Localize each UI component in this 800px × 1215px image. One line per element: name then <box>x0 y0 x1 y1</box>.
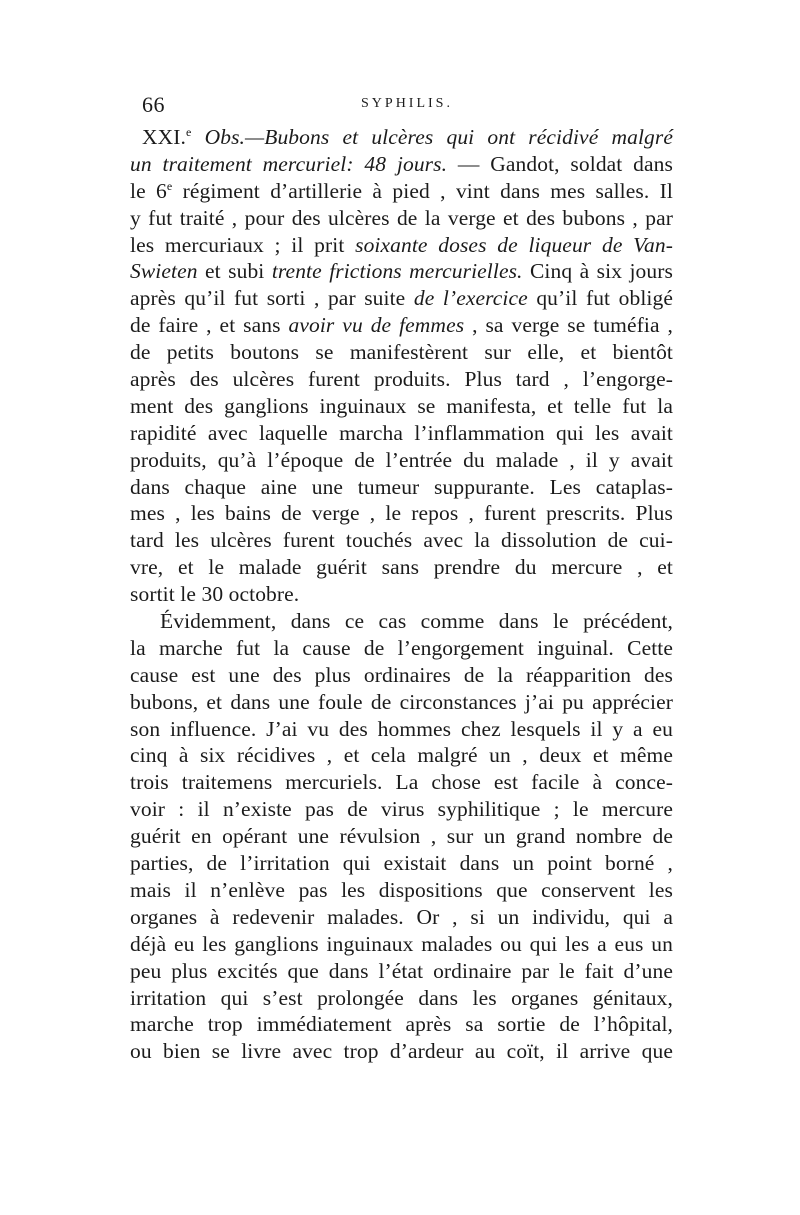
page-header <box>142 92 672 122</box>
text-line: sortit le 30 octobre. <box>130 582 300 607</box>
italic-span: avoir vu de femmes <box>288 313 465 338</box>
text-line <box>130 124 673 151</box>
text-line: Évidemment, dans ce cas comme dans le précédent, <box>160 609 673 634</box>
text-span: , sa verge se tuméfia , <box>464 313 674 338</box>
superscript: e <box>186 124 192 139</box>
text-span: de faire , et sans <box>130 313 289 338</box>
text-line: mais il n’enlève pas les dispositions que conservent les <box>130 877 673 902</box>
text-line: irritation qui s’est prolongée dans les organes génitaux, <box>130 985 673 1010</box>
text-line <box>130 285 673 312</box>
text-span: — Gandot, soldat dans <box>447 151 673 176</box>
italic-span: trente frictions mercurielles. <box>271 259 523 284</box>
text-span: les mercuriaux ; il prit <box>130 232 356 257</box>
text-line: voir : il n’existe pas de virus syphilitique ; le mercure <box>130 797 673 822</box>
text-line: bubons, et dans une foule de circonstances j’ai pu apprécier <box>130 689 673 714</box>
text-line: la marche fut la cause de l’engorgement inguinal. Cette <box>130 635 673 660</box>
text-line: déjà eu les ganglions inguinaux malades ou qui les a eus un <box>130 931 673 956</box>
text-span: le 6 <box>130 178 167 203</box>
text-span: et subi <box>197 259 272 284</box>
text-line: produits, qu’à l’époque de l’entrée du malade , il y avait <box>130 447 673 472</box>
italic-span: Swieten <box>130 259 198 284</box>
text-line: trois traitemens mercuriels. La chose est facile à conce- <box>130 770 673 795</box>
text-span: Cinq à six jours <box>522 259 673 284</box>
text-span: après qu’il fut sorti , par suite <box>130 286 414 311</box>
text-line: peu plus excités que dans l’état ordinaire par le fait d’une <box>130 958 673 983</box>
text-line <box>130 178 673 205</box>
text-line: tard les ulcères furent touchés avec la dissolution de cui- <box>130 528 673 553</box>
text-line: guérit en opérant une révulsion , sur un grand nombre de <box>130 824 673 849</box>
text-line: vre, et le malade guérit sans prendre du mercure , et <box>130 555 673 580</box>
text-line: organes à redevenir malades. Or , si un individu, qui a <box>130 904 673 929</box>
italic-span: de l’exercice <box>413 286 528 311</box>
superscript: e <box>166 178 173 193</box>
text-line: après des ulcères furent produits. Plus tard , l’engorge- <box>130 367 673 392</box>
text-line: ou bien se livre avec trop d’ardeur au coït, il arrive que <box>130 1039 673 1064</box>
text-line <box>130 258 673 285</box>
text-line: dans chaque aine une tumeur suppurante. Les cataplas- <box>130 474 673 499</box>
observation-number: XXI. <box>142 125 186 149</box>
text-line: y fut traité , pour des ulcères de la verge et des bubons , par <box>130 205 673 230</box>
observation-title-cont: un traitement mercuriel: 48 jours. <box>130 151 448 176</box>
text-line: parties, de l’irritation qui existait dans un point borné , <box>130 851 673 876</box>
text-line: de petits boutons se manifestèrent sur elle, et bientôt <box>130 340 673 365</box>
text-span: régiment d’artillerie à pied , vint dans mes salles. Il <box>172 178 673 203</box>
page-number: 66 <box>142 92 165 117</box>
text-line: marche trop immédiatement après sa sortie de l’hôpital, <box>130 1012 673 1037</box>
running-title: SYPHILIS. <box>361 96 453 111</box>
text-line <box>130 151 673 178</box>
text-line: mes , les bains de verge , le repos , furent prescrits. Plus <box>130 501 673 526</box>
text-line: rapidité avec laquelle marcha l’inflammation qui les avait <box>130 420 673 445</box>
observation-title: Obs.—Bubons et ulcères qui ont récidivé malgré <box>204 125 673 149</box>
text-line: ment des ganglions inguinaux se manifesta, et telle fut la <box>130 393 673 418</box>
text-line <box>130 312 673 339</box>
text-line: son influence. J’ai vu des hommes chez lesquels il y a eu <box>130 716 673 741</box>
text-line: cause est une des plus ordinaires de la réapparition des <box>130 662 673 687</box>
text-span: qu’il fut obligé <box>527 286 673 311</box>
text-line: cinq à six récidives , et cela malgré un , deux et même <box>130 743 673 768</box>
italic-span: soixante doses de liqueur de Van- <box>355 232 673 257</box>
page-body <box>130 124 673 1065</box>
text-line <box>130 232 673 259</box>
